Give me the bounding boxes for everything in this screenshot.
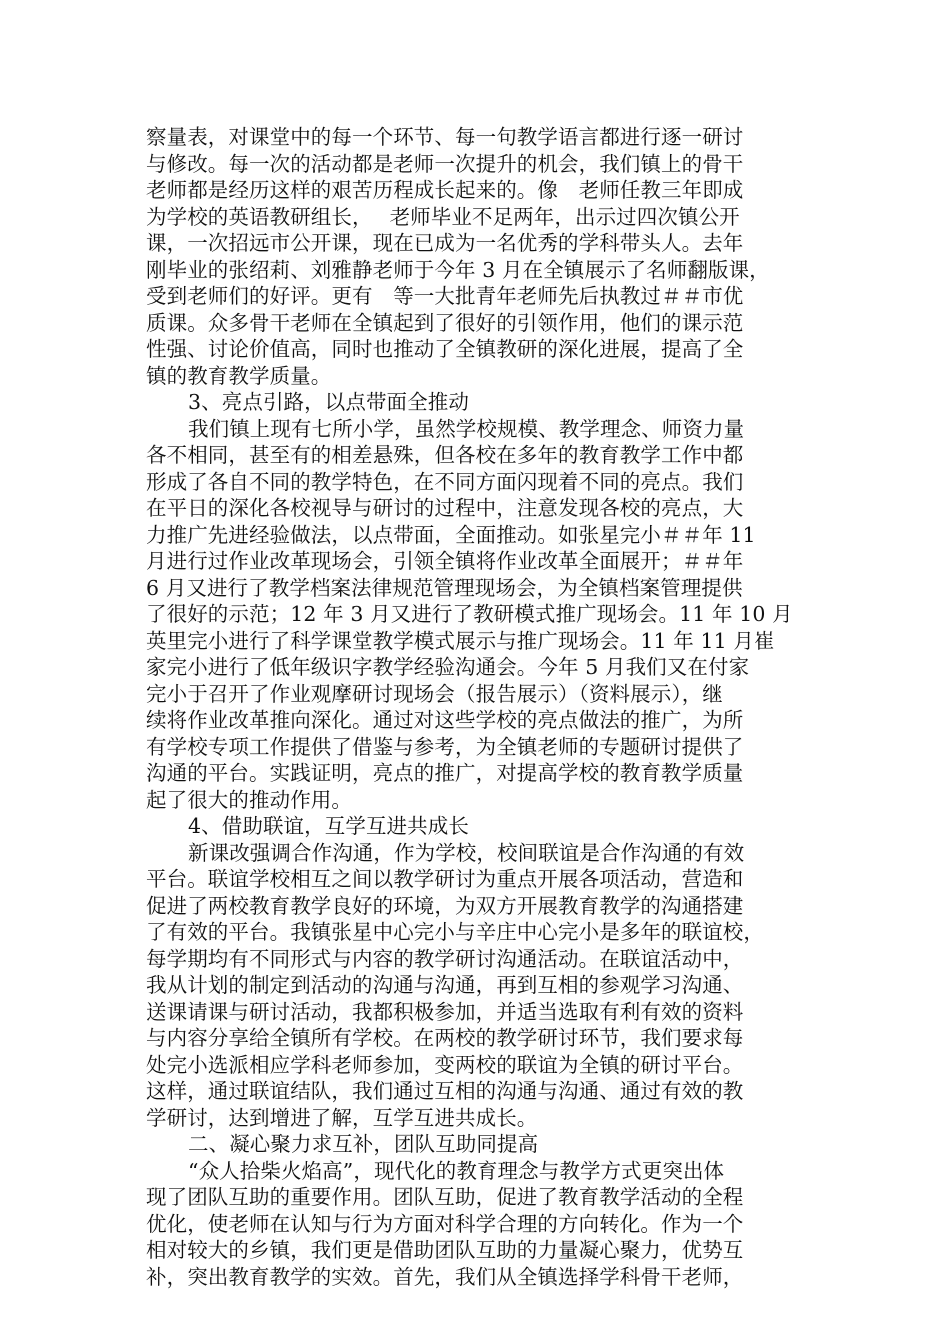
text-line: 质课。众多骨干老师在全镇起到了很好的引领作用，他们的课示范 [146,310,744,335]
text-line: 新课改强调合作沟通，作为学校，校间联谊是合作沟通的有效 [188,840,745,865]
section-heading: 二、凝心聚力求互补，团队互助同提高 [188,1132,539,1156]
text-line: 现了团队互助的重要作用。团队互助，促进了教育教学活动的全程 [146,1185,744,1209]
text-line: 我们镇上现有七所小学，虽然学校规模、教学理念、师资力量 [188,416,745,441]
text-line: 学研讨，达到增进了解，互学互进共成长。 [146,1105,538,1130]
text-line: 老师都是经历这样的艰苦历程成长起来的。像 老师任教三年即成 [146,178,744,202]
text-line: 补，突出教育教学的实效。首先，我们从全镇选择学科骨干老师， [146,1264,744,1289]
section-heading: 3、亮点引路，以点带面全推动 [188,390,469,414]
text-line: 与内容分享给全镇所有学校。在两校的教学研讨环节，我们要求每 [146,1026,744,1050]
text-line: 家完小进行了低年级识字教学经验沟通会。今年 5 月我们又在付家 [146,655,750,679]
text-line: 有学校专项工作提供了借鉴与参考，为全镇老师的专题研讨提供了 [146,734,744,759]
text-line: 各不相同，甚至有的相差悬殊，但各校在多年的教育教学工作中都 [146,443,744,467]
text-line: “众人拾柴火焰高”，现代化的教育理念与教学方式更突出体 [188,1158,725,1183]
text-line: 为学校的英语教研组长， 老师毕业不足两年，出示过四次镇公开 [146,204,740,229]
text-line: 6 月又进行了教学档案法律规范管理现场会，为全镇档案管理提供 [146,575,743,600]
text-line: 完小于召开了作业观摩研讨现场会（报告展示）（资料展示），继 [146,681,723,706]
text-line: 促进了两校教育教学良好的环境，为双方开展教育教学的沟通搭建 [146,893,744,918]
text-line: 续将作业改革推向深化。通过对这些学校的亮点做法的推广，为所 [146,708,744,732]
text-line: 课，一次招远市公开课，现在已成为一名优秀的学科带头人。去年 [146,231,744,255]
text-line: 力推广先进经验做法，以点带面，全面推动。如张星完小＃＃年 11 [146,522,756,547]
text-line: 沟通的平台。实践证明，亮点的推广，对提高学校的教育教学质量 [146,761,744,785]
text-line: 镇的教育教学质量。 [146,363,332,388]
text-line: 受到老师们的好评。更有 等一大批青年老师先后执教过＃＃市优 [146,284,744,308]
text-line: 察量表，对课堂中的每一个环节、每一句教学语言都进行逐一研讨 [146,125,744,149]
text-line: 送课请课与研讨活动，我都积极参加，并适当选取有利有效的资料 [146,999,744,1024]
text-line: 处完小选派相应学科老师参加，变两校的联谊为全镇的研讨平台。 [146,1052,744,1077]
text-line: 形成了各自不同的教学特色，在不同方面闪现着不同的亮点。我们 [146,469,744,494]
text-line: 月进行过作业改革现场会，引领全镇将作业改革全面展开；＃＃年 [146,549,744,573]
text-line: 刚毕业的张绍莉、刘雅静老师于今年 3 月在全镇展示了名师翻版课， [146,257,770,282]
text-line: 起了很大的推动作用。 [146,787,352,812]
text-line: 了很好的示范；12 年 3 月又进行了教研模式推广现场会。11 年 10 月 [146,602,793,626]
text-line: 英里完小进行了科学课堂教学模式展示与推广现场会。11 年 11 月崔 [146,628,775,653]
section-heading: 4、借助联谊，互学互进共成长 [188,814,469,838]
text-line: 在平日的深化各校视导与研讨的过程中，注意发现各校的亮点，大 [146,496,744,520]
text-line: 我从计划的制定到活动的沟通与沟通，再到互相的参观学习沟通、 [146,973,744,997]
text-line: 性强、讨论价值高，同时也推动了全镇教研的深化进展，提高了全 [146,337,744,361]
text-line: 平台。联谊学校相互之间以教学研讨为重点开展各项活动，营造和 [146,867,744,891]
document-body [146,124,810,1290]
text-line: 每学期均有不同形式与内容的教学研讨沟通活动。在联谊活动中， [146,946,744,971]
text-line: 优化，使老师在认知与行为方面对科学合理的方向转化。作为一个 [146,1211,744,1236]
text-line: 与修改。每一次的活动都是老师一次提升的机会，我们镇上的骨干 [146,151,744,176]
text-line: 相对较大的乡镇，我们更是借助团队互助的力量凝心聚力，优势互 [146,1238,744,1262]
text-line: 这样，通过联谊结队，我们通过互相的沟通与沟通、通过有效的教 [146,1079,744,1103]
text-line: 了有效的平台。我镇张星中心完小与辛庄中心完小是多年的联谊校， [146,920,764,944]
